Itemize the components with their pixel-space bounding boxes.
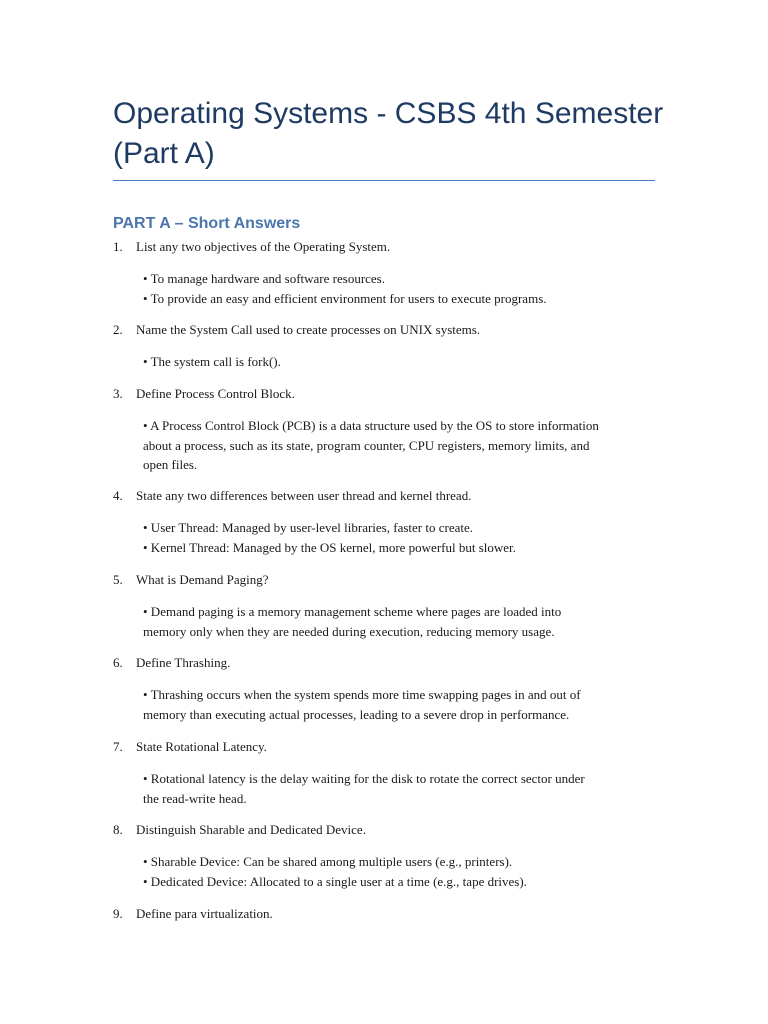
question-text: State any two differences between user thread and kernel thread. xyxy=(136,488,472,503)
question-number: 9. xyxy=(113,906,123,921)
answer-line: memory than executing actual processes, leading to a severe drop in performance. xyxy=(143,706,570,722)
question-text: What is Demand Paging? xyxy=(136,572,269,587)
answer-8 xyxy=(143,852,655,891)
question-text: Name the System Call used to create processes on UNIX systems. xyxy=(136,322,481,337)
answer-line: the read-write head. xyxy=(143,790,247,806)
title-underline xyxy=(113,180,655,181)
question-number: 2. xyxy=(113,322,123,337)
answer-line: • User Thread: Managed by user-level libraries, faster to create. xyxy=(143,520,473,535)
question-number: 1. xyxy=(113,239,123,254)
question-2 xyxy=(113,320,480,340)
question-text: Define Process Control Block. xyxy=(136,386,295,401)
question-4 xyxy=(113,486,471,506)
question-number: 8. xyxy=(113,822,123,837)
answer-line: open files. xyxy=(143,457,198,472)
answer-line: • Sharable Device: Can be shared among multiple users (e.g., printers). xyxy=(143,854,513,869)
answer-5 xyxy=(143,602,655,641)
question-5 xyxy=(113,570,269,590)
answer-line: • The system call is fork(). xyxy=(143,354,281,369)
question-1 xyxy=(113,237,390,257)
question-number: 4. xyxy=(113,488,123,503)
question-8 xyxy=(113,820,366,840)
question-number: 5. xyxy=(113,572,123,587)
answer-line: memory only when they are needed during execution, reducing memory usage. xyxy=(143,623,555,639)
question-6 xyxy=(113,653,230,673)
answer-line: • Dedicated Device: Allocated to a single user at a time (e.g., tape drives). xyxy=(143,873,527,889)
question-text: Define Thrashing. xyxy=(136,655,231,670)
answer-6 xyxy=(143,685,655,724)
answer-line: • A Process Control Block (PCB) is a data structure used by the OS to store information xyxy=(143,418,599,433)
answer-4 xyxy=(143,518,655,557)
question-number: 6. xyxy=(113,655,123,670)
question-number: 3. xyxy=(113,386,123,401)
question-3 xyxy=(113,384,295,404)
question-7 xyxy=(113,737,267,757)
answer-line: • Rotational latency is the delay waiting for the disk to rotate the correct sector under xyxy=(143,771,585,786)
section-heading: PART A – Short Answers xyxy=(113,215,301,232)
question-text: List any two objectives of the Operating System. xyxy=(136,239,391,254)
answer-line: • Demand paging is a memory management scheme where pages are loaded into xyxy=(143,604,562,619)
answer-3 xyxy=(143,416,655,475)
answer-line: about a process, such as its state, program counter, CPU registers, memory limits, and xyxy=(143,437,590,453)
answer-line: • Thrashing occurs when the system spends more time swapping pages in and out of xyxy=(143,687,581,702)
question-number: 7. xyxy=(113,739,123,754)
answer-line: • To manage hardware and software resources. xyxy=(143,271,385,286)
answer-2 xyxy=(143,352,655,372)
question-text: Distinguish Sharable and Dedicated Device. xyxy=(136,822,366,837)
answer-1 xyxy=(143,269,655,308)
answer-7 xyxy=(143,769,655,808)
answer-line: • To provide an easy and efficient environment for users to execute programs. xyxy=(143,290,547,306)
question-text: State Rotational Latency. xyxy=(136,739,267,754)
question-text: Define para virtualization. xyxy=(136,906,273,921)
document-title: Operating Systems - CSBS 4th Semester (Part A) xyxy=(113,97,664,170)
answer-line: • Kernel Thread: Managed by the OS kernel, more powerful but slower. xyxy=(143,539,516,555)
question-9 xyxy=(113,904,273,924)
